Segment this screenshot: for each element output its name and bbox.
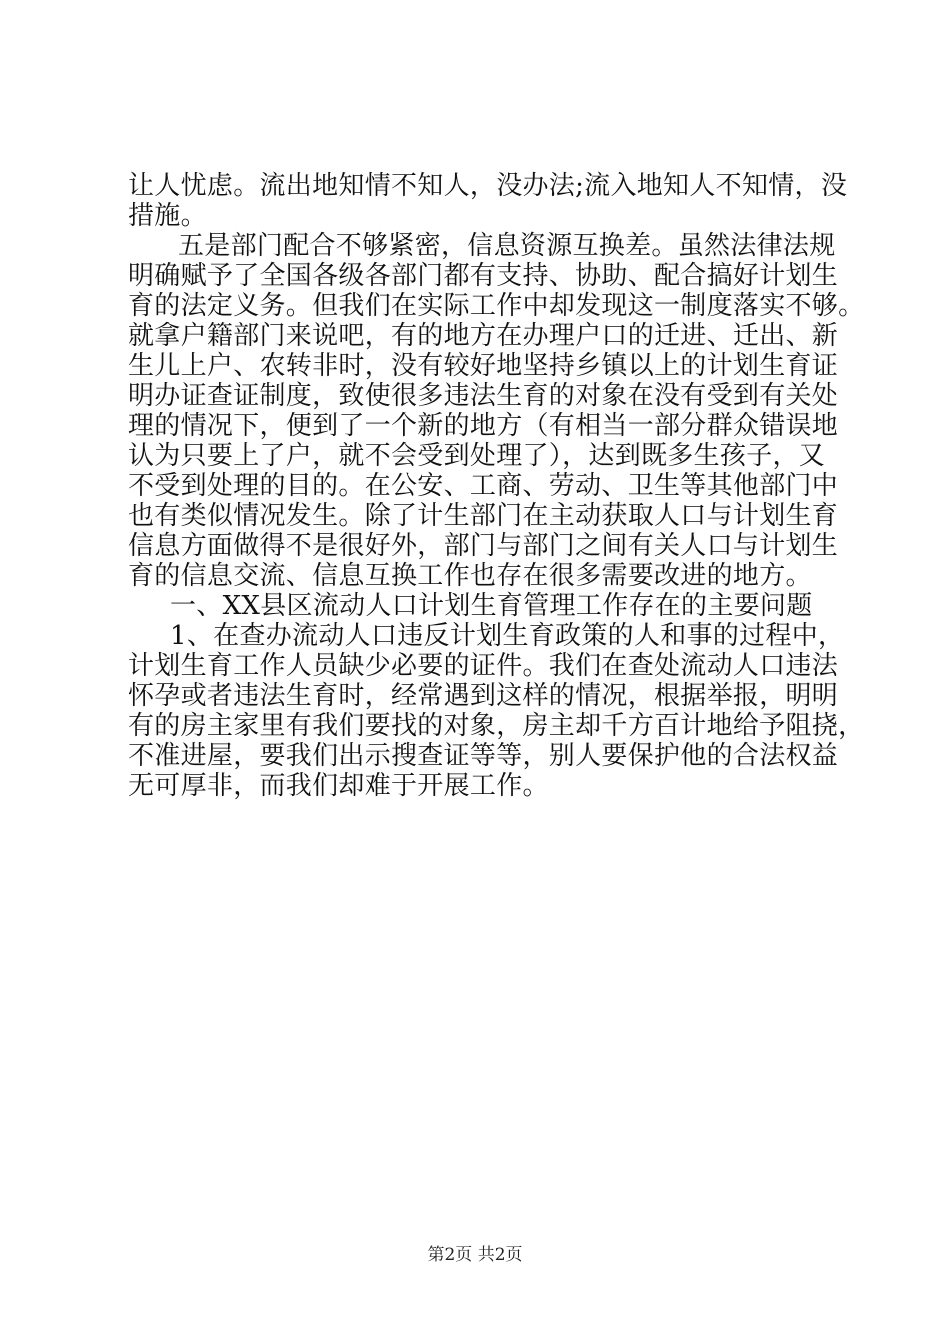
body-text bbox=[128, 171, 865, 801]
text-line: 信息方面做得不是很好外，部门与部门之间有关人口与计划生 bbox=[128, 531, 839, 561]
page-footer bbox=[0, 1244, 950, 1266]
text-line: 不准进屋，要我们出示搜查证等等，别人要保护他的合法权益 bbox=[128, 741, 839, 771]
text-line: 不受到处理的目的。在公安、工商、劳动、卫生等其他部门中 bbox=[128, 471, 839, 501]
text-line: 让人忧虑。流出地知情不知人，没办法;流入地知人不知情，没 bbox=[128, 171, 848, 201]
text-line: 有的房主家里有我们要找的对象，房主却千方百计地给予阻挠， bbox=[128, 711, 865, 741]
text-line: 明确赋予了全国各级各部门都有支持、协助、配合搞好计划生 bbox=[128, 261, 839, 291]
text-line: 明办证查证制度，致使很多违法生育的对象在没有受到有关处 bbox=[128, 381, 839, 411]
text-line: 就拿户籍部门来说吧，有的地方在办理户口的迁进、迁出、新 bbox=[128, 321, 839, 351]
text-line: 育的信息交流、信息互换工作也存在很多需要改进的地方。 bbox=[128, 561, 812, 591]
text-line: 无可厚非，而我们却难于开展工作。 bbox=[128, 771, 549, 801]
page-number: 第2页 共2页 bbox=[427, 1245, 523, 1265]
text-line: 计划生育工作人员缺少必要的证件。我们在查处流动人口违法 bbox=[128, 651, 839, 681]
text-line: 措施。 bbox=[128, 201, 207, 231]
text-line: 认为只要上了户，就不会受到处理了），达到既多生孩子，又 bbox=[128, 441, 826, 471]
paragraph-start-line: 1、在查办流动人口违反计划生育政策的人和事的过程中， bbox=[170, 621, 845, 651]
text-line: 育的法定义务。但我们在实际工作中却发现这一制度落实不够。 bbox=[128, 291, 865, 321]
text-line: 也有类似情况发生。除了计生部门在主动获取人口与计划生育 bbox=[128, 501, 839, 531]
text-line: 理的情况下，便到了一个新的地方（有相当一部分群众错误地 bbox=[128, 411, 839, 441]
paragraph-start-line: 五是部门配合不够紧密，信息资源互换差。虽然法律法规 bbox=[178, 231, 836, 261]
text-line: 怀孕或者违法生育时，经常遇到这样的情况，根据举报，明明 bbox=[128, 681, 839, 711]
section-heading: 一、XX县区流动人口计划生育管理工作存在的主要问题 bbox=[170, 591, 813, 621]
text-line: 生儿上户、农转非时，没有较好地坚持乡镇以上的计划生育证 bbox=[128, 351, 839, 381]
